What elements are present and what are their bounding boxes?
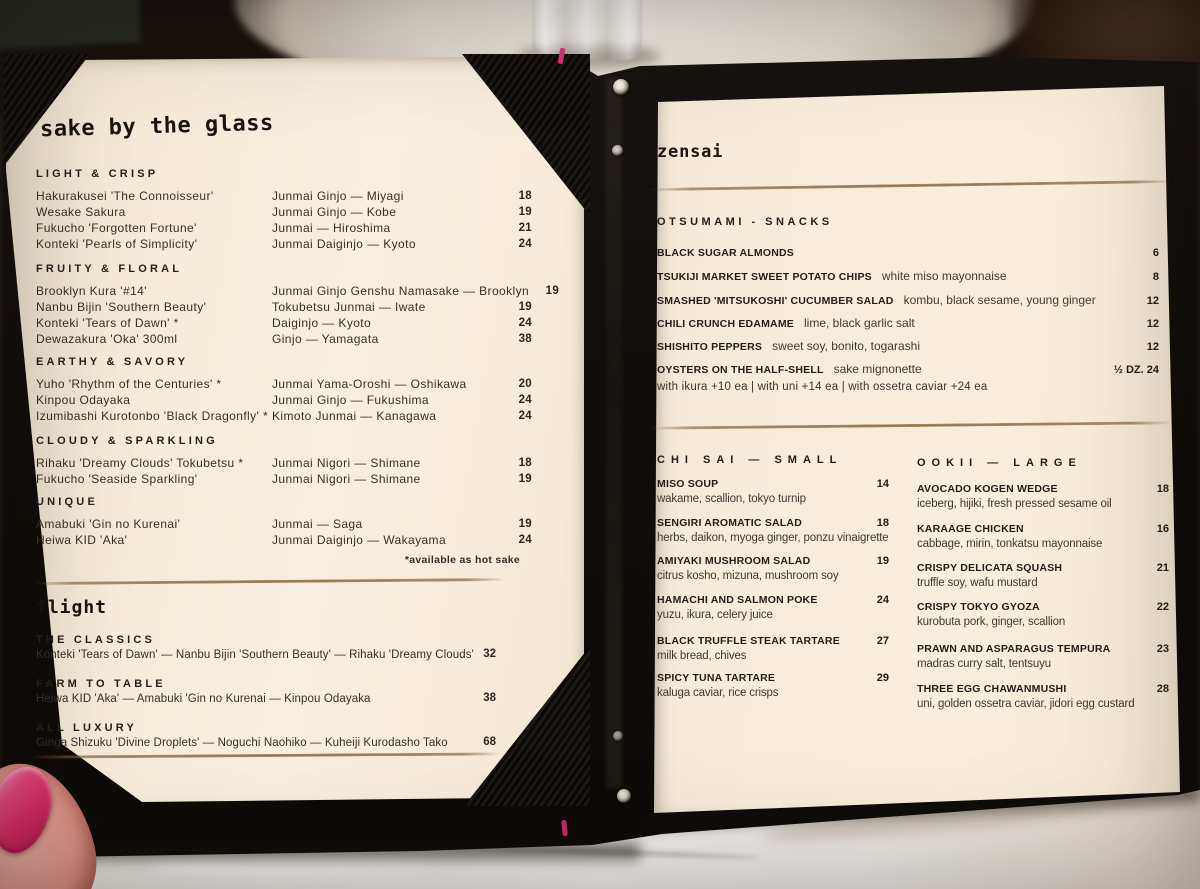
sake-price: 24: [518, 238, 532, 250]
sake-name: Fukucho 'Seaside Sparkling': [36, 472, 198, 486]
sake-name: Yuho 'Rhythm of the Centuries' *: [36, 377, 222, 391]
item-name: SENGIRI AROMATIC SALAD: [657, 517, 802, 529]
sake-row: [36, 532, 532, 548]
item-price: 8: [1152, 271, 1159, 283]
sake-name: Wesake Sakura: [36, 205, 126, 219]
item-name: AVOCADO KOGEN WEDGE: [917, 483, 1058, 495]
sake-name: Konteki 'Tears of Dawn' *: [36, 316, 179, 330]
item-desc: wakame, scallion, tokyo turnip: [657, 493, 806, 505]
item-desc: uni, golden ossetra caviar, jidori egg custard: [917, 698, 1135, 710]
item-price: 6: [1152, 247, 1159, 259]
item-desc: milk bread, chives: [657, 650, 747, 662]
item-price: 27: [876, 635, 889, 647]
menu-item: [917, 643, 1169, 671]
item-desc: sweet soy, bonito, togarashi: [772, 339, 920, 353]
item-name: TSUKIJI MARKET SWEET POTATO CHIPS: [657, 271, 872, 283]
sake-price: 19: [518, 301, 532, 313]
item-desc: kombu, black sesame, young ginger: [903, 293, 1096, 307]
sake-row: [36, 188, 532, 204]
hot-sake-footnote: *available as hot sake: [404, 554, 520, 566]
menu-item: [657, 555, 889, 583]
zensai-title: zensai: [657, 142, 724, 162]
sake-price: 24: [518, 410, 532, 422]
flight-title: flight: [36, 597, 108, 618]
sake-price: 24: [518, 394, 532, 406]
item-desc: white miso mayonnaise: [881, 269, 1007, 283]
sake-type: Junmai — Hiroshima: [272, 221, 391, 235]
sake-row: [36, 376, 532, 392]
item-desc: iceberg, hijiki, fresh pressed sesame oil: [917, 498, 1112, 510]
menu-item: [657, 517, 889, 545]
sake-name: Kinpou Odayaka: [36, 393, 131, 407]
item-price: 29: [876, 672, 889, 684]
item-name: SPICY TUNA TARTARE: [657, 672, 776, 684]
sake-name: Amabuki 'Gin no Kurenai': [36, 517, 181, 531]
sake-section-light-crisp: [36, 168, 532, 252]
water-glass: [532, 0, 642, 60]
sake-type: Tokubetsu Junmai — Iwate: [272, 300, 426, 314]
sake-type: Junmai Ginjo — Fukushima: [272, 393, 429, 407]
sake-type: Junmai Daiginjo — Kyoto: [272, 237, 416, 251]
sake-price: 19: [518, 206, 532, 218]
sake-name: Dewazakura 'Oka' 300ml: [36, 332, 178, 346]
sake-name: Fukucho 'Forgotten Fortune': [36, 221, 197, 235]
item-name: BLACK TRUFFLE STEAK TARTARE: [657, 635, 840, 647]
sake-price: 19: [545, 285, 560, 297]
sake-row: [36, 315, 532, 331]
background-furniture-left: [0, 0, 141, 50]
flight-desc: Ginga Shizuku 'Divine Droplets' — Noguchi Naohiko — Kuheiji Kurodasho Tako: [36, 737, 448, 749]
sake-name: Heiwa KID 'Aka': [36, 533, 128, 547]
sake-name: Konteki 'Pearls of Simplicity': [36, 237, 198, 251]
item-price: 21: [1156, 562, 1169, 574]
spine: [606, 78, 622, 788]
sake-price: 24: [518, 317, 532, 329]
item-name: SHISHITO PEPPERS: [657, 341, 763, 353]
item-desc: sake mignonette: [833, 362, 922, 376]
sake-price: 24: [518, 534, 532, 546]
section-heading: CLOUDY & SPARKLING: [36, 435, 218, 447]
sake-row: [36, 236, 532, 252]
item-name: HAMACHI AND SALMON POKE: [657, 594, 818, 606]
flight-price: 32: [483, 648, 496, 660]
menu-item-row: [657, 362, 1159, 377]
sake-price: 18: [518, 190, 532, 202]
menu-item: [657, 594, 889, 622]
sake-row: [36, 516, 532, 532]
sake-price: 19: [518, 518, 532, 530]
screw-post-grommet: [612, 145, 623, 156]
item-desc: herbs, daikon, myoga ginger, ponzu vinaigrette: [657, 532, 889, 544]
item-name: SMASHED 'MITSUKOSHI' CUCUMBER SALAD: [657, 295, 894, 307]
sake-name: Nanbu Bijin 'Southern Beauty': [36, 300, 207, 314]
item-desc: citrus kosho, mizuna, mushroom soy: [657, 570, 839, 582]
screw-post-grommet: [617, 789, 631, 803]
sake-name: Rihaku 'Dreamy Clouds' Tokubetsu *: [36, 456, 244, 470]
sake-price: 21: [518, 222, 532, 234]
sake-name: Brooklyn Kura '#14': [36, 284, 147, 298]
item-name: KARAAGE CHICKEN: [917, 523, 1024, 535]
item-desc: kaluga caviar, rice crisps: [657, 687, 779, 699]
flight-item: [36, 634, 496, 661]
section-heading: LIGHT & CRISP: [36, 168, 159, 180]
flight-heading: ALL LUXURY: [36, 722, 138, 734]
screw-post-grommet: [613, 79, 629, 95]
flight-price: 68: [483, 736, 496, 748]
sake-type: Junmai — Saga: [272, 517, 363, 531]
menu-item: [917, 601, 1169, 629]
item-desc: truffle soy, wafu mustard: [917, 577, 1038, 589]
item-price: 12: [1146, 341, 1159, 353]
item-price: 12: [1146, 295, 1159, 307]
sake-menu-title: sake by the glass: [39, 110, 274, 143]
sake-price: 18: [518, 457, 532, 469]
oyster-addons: with ikura +10 ea | with uni +14 ea | with ossetra caviar +24 ea: [657, 381, 988, 393]
menu-item: [917, 562, 1169, 590]
sake-row: [36, 220, 532, 236]
sake-row: [36, 331, 532, 347]
sake-type: Kimoto Junmai — Kanagawa: [272, 409, 437, 423]
chisai-heading: CHI SAI — SMALL: [657, 454, 843, 466]
sake-row: [36, 283, 560, 299]
sake-type: Junmai Nigori — Shimane: [272, 456, 421, 470]
item-desc: madras curry salt, tentsuyu: [917, 658, 1052, 670]
item-name: AMIYAKI MUSHROOM SALAD: [657, 555, 811, 567]
menu-item-row: [657, 316, 1159, 331]
item-price: 22: [1156, 601, 1169, 613]
flight-item: [36, 678, 496, 705]
item-name: PRAWN AND ASPARAGUS TEMPURA: [917, 643, 1111, 655]
item-name: THREE EGG CHAWANMUSHI: [917, 683, 1067, 695]
sake-type: Junmai Yama-Oroshi — Oshikawa: [272, 377, 467, 391]
item-name: CHILI CRUNCH EDAMAME: [657, 318, 794, 330]
flight-heading: FARM TO TABLE: [36, 678, 166, 690]
item-name: CRISPY DELICATA SQUASH: [917, 562, 1063, 574]
sake-row: [36, 392, 532, 408]
sake-type: Junmai Ginjo — Kobe: [272, 205, 397, 219]
item-price: 16: [1156, 523, 1169, 535]
flight-desc: Konteki 'Tears of Dawn' — Nanbu Bijin 'Southern Beauty' — Rihaku 'Dreamy Clouds': [36, 649, 474, 661]
sake-type: Ginjo — Yamagata: [272, 332, 379, 346]
item-price: 14: [876, 478, 889, 490]
sake-type: Junmai Ginjo Genshu Namasake — Brooklyn: [272, 284, 530, 298]
item-price: 12: [1146, 318, 1159, 330]
menu-item-row: [657, 269, 1159, 284]
ookii-heading: OOKII — LARGE: [917, 457, 1082, 469]
flight-desc: Heiwa KID 'Aka' — Amabuki 'Gin no Kurenai — Kinpou Odayaka: [36, 693, 371, 705]
sake-type: Junmai Nigori — Shimane: [272, 472, 421, 486]
item-price: 24: [876, 594, 889, 606]
sake-row: [36, 408, 532, 424]
item-name: MISO SOUP: [657, 478, 719, 490]
item-price: 18: [876, 517, 889, 529]
menu-item: [917, 523, 1169, 551]
sake-price: 38: [518, 333, 532, 345]
item-price: 18: [1156, 483, 1169, 495]
sake-section-cloudy-sparkling: [36, 435, 532, 487]
menu-item-row: [657, 246, 1159, 260]
item-desc: yuzu, ikura, celery juice: [657, 609, 773, 621]
sake-price: 20: [518, 378, 532, 390]
menu-item: [657, 635, 889, 663]
sake-row: [36, 471, 532, 487]
sake-row: [36, 299, 532, 315]
sake-name: Izumibashi Kurotonbo 'Black Dragonfly' *: [36, 409, 269, 423]
menu-item-row: [657, 293, 1159, 308]
sake-row: [36, 204, 532, 220]
section-heading: EARTHY & SAVORY: [36, 356, 189, 368]
item-price: 19: [876, 555, 889, 567]
item-desc: kurobuta pork, ginger, scallion: [917, 616, 1066, 628]
flight-price: 38: [483, 692, 496, 704]
sake-type: Junmai Ginjo — Miyagi: [272, 189, 404, 203]
item-name: OYSTERS ON THE HALF-SHELL: [657, 364, 824, 376]
menu-item-row: [657, 339, 1159, 354]
sake-type: Daiginjo — Kyoto: [272, 316, 372, 330]
sake-section-fruity-floral: [36, 263, 560, 347]
otsumami-heading: OTSUMAMI - SNACKS: [657, 216, 833, 228]
flight-heading: THE CLASSICS: [36, 634, 156, 646]
item-name: CRISPY TOKYO GYOZA: [917, 601, 1040, 613]
screw-post-grommet: [613, 731, 623, 741]
sake-name: Hakurakusei 'The Connoisseur': [36, 189, 214, 203]
item-name: BLACK SUGAR ALMONDS: [657, 247, 794, 259]
menu-item: [657, 478, 889, 506]
section-heading: UNIQUE: [36, 496, 98, 508]
flight-item: [36, 722, 496, 749]
menu-item: [917, 483, 1169, 511]
sake-row: [36, 455, 532, 471]
section-heading: FRUITY & FLORAL: [36, 263, 183, 275]
menu-item: [657, 672, 889, 700]
sake-section-earthy-savory: [36, 356, 532, 424]
sake-section-unique: [36, 496, 532, 548]
item-price: 28: [1156, 683, 1169, 695]
menu-item: [917, 683, 1169, 711]
item-desc: lime, black garlic salt: [804, 316, 915, 330]
sake-type: Junmai Daiginjo — Wakayama: [272, 533, 447, 547]
item-price: 23: [1156, 643, 1169, 655]
item-price: ½ DZ. 24: [1113, 364, 1159, 376]
item-desc: cabbage, mirin, tonkatsu mayonnaise: [917, 538, 1103, 550]
sake-price: 19: [518, 473, 532, 485]
